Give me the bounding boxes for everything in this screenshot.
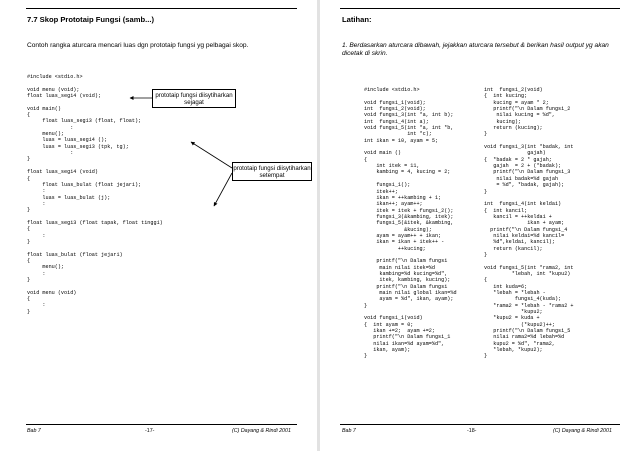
footer-copyright: (C) Dayang & Rindi 2001 (232, 428, 291, 434)
right-page (320, 0, 638, 451)
section-title: 7.7 Skop Prototaip Fungsi (samb...) (27, 15, 154, 24)
bottom-rule (340, 424, 620, 425)
callout-arrows (0, 0, 318, 451)
arrow-to-local-prototype-main (191, 142, 232, 168)
arrow-to-local-prototype-segi4 (214, 173, 232, 206)
exercise-title: Latihan: (342, 15, 372, 24)
top-rule (340, 8, 620, 9)
footer-page-number: -18- (467, 428, 477, 434)
code-listing-column-1: #include <stdio.h> void fungsi_1(void); int fungsi_2(void); void fungsi_3(int *a, int b); int fungsi_4(int a); void fungsi_5(int *a, int *b, int *c); int ikan = 10, ayam = 5; void main () { int itek = 11, kambing = 4, kucing = 2; fungsi_1(); itek++; ikan = ++kambing + 1; ikan++; ayam++; itek = itek + fungsi_2(); fungsi_3(&kambing, itek); fungsi_5(&itek, &kambing, &kucing); ayam = ayam++ + ikan; ikan = ikan + itek++ - ++kucing; printf("\n Dalam fungsi main nilai itek=%d kambing=%d kucing=%d", itek, kambing, kucing); printf("\n Dalam fungsi main nilai global ikan=%d ayam = %d", ikan, ayam); } void fungsi_1(void) { int ayam = 0; ikan +=2; ayam +=2; printf("\n Dalam fungsi_1 nilai ikan=%d ayam=%d", ikan, ayam); } (364, 87, 457, 360)
callout-local-prototype: prototaip fungsi diisytiharkan setempat (232, 162, 312, 181)
footer-chapter: Bab 7 (342, 428, 356, 434)
footer-chapter: Bab 7 (27, 428, 41, 434)
footer-page-number: -17- (145, 428, 155, 434)
callout-global-prototype: prototaip fungsi diisytiharkan sejagat (152, 89, 236, 108)
code-listing: #include <stdio.h> void menu (void); float luas_segi4 (void); void main() { float luas_segi3 (float, float); : menu(); luas = luas_segi4 (); luas = luas_segi3 (tpk, tg); : } float luas_segi4 (void) { float luas_bulat (float jejari); : luas = luas_bulat (j); : } float luas_segi3 (float tapak, float tinggi) { : } float luas_bulat (float jejari) { menu(); : } void menu (void) { : } (27, 74, 163, 315)
exercise-instruction: 1. Berdasarkan aturcara dibawah, jejakkan aturcara tersebut & berikan hasil output yg akan dicetak di skrin. (342, 42, 609, 58)
intro-paragraph: Contoh rangka aturcara mencari luas dgn prototaip fungsi yg pelbagai skop. (27, 42, 249, 49)
code-listing-column-2: int fungsi_2(void) { int kucing; kucing = ayam * 2; printf("\n Dalam fungsi_2 nilai kucing = %d", kucing); return (kucing); } void fungsi_3(int *badak, int gajah) { *badak = 2 * gajah; gajah = 2 + (*badak); printf("\n Dalam fungsi_3 nilai badak=%d gajah = %d", *badak, gajah); } int fungsi_4(int keldai) { int kancil; kancil = ++keldai + ikan + ayam; printf("\n Dalam fungsi_4 nilai keldai=%d kancil= %d",keldai, kancil); return (kancil); } void fungsi_5(int *rama2, int *lebah, int *kupu2) { int kuda=6; *lebah = *lebah - fungsi_4(kuda); *rama2 = *lebah - *rama2 + *kupu2; *kupu2 = kuda + (*kupu2)++; printf("\n Dalam fungsi_5 nilai rama2=%d lebah=%d kupu2 = %d", *rama2, *lebah, *kupu2); } (484, 87, 574, 360)
footer-copyright: (C) Dayang & Rindi 2001 (553, 428, 612, 434)
left-page (0, 0, 318, 451)
bottom-rule (26, 424, 297, 425)
